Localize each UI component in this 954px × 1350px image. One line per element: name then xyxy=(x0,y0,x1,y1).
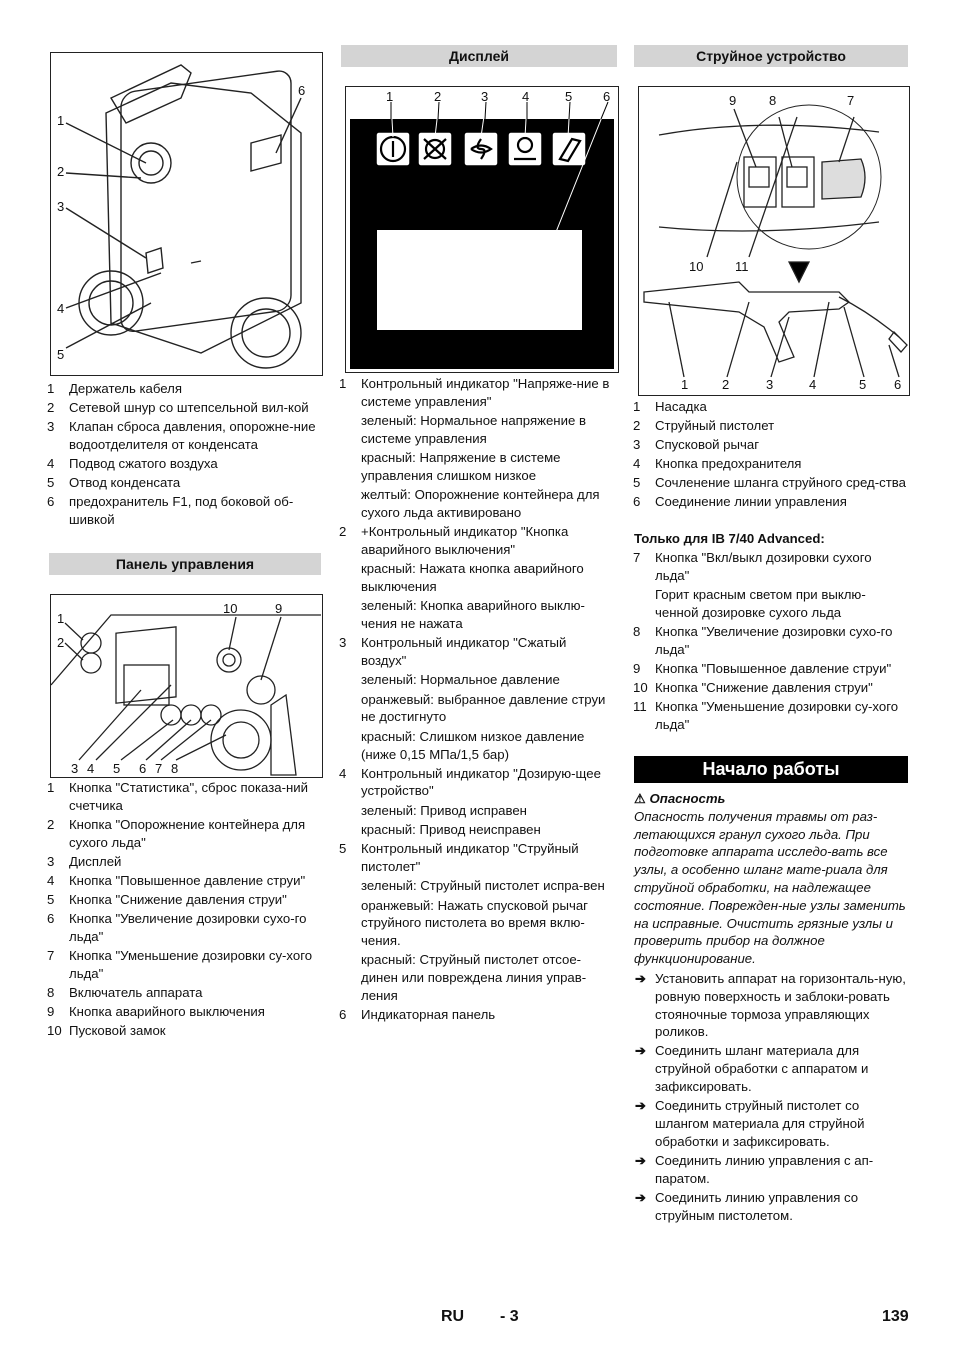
list-item: 3 Клапан сброса давления, опорожне-ние водоотделителя от конденсата xyxy=(47,419,316,452)
list-item: ➔ Соединить струйный пистолет со шлангом материала для струйной обработки и зафиксировать. xyxy=(635,1098,865,1149)
legend-machine xyxy=(47,380,322,530)
machine-drawing xyxy=(51,53,322,375)
fig1-callout-2: 2 xyxy=(57,164,65,179)
fig2-callout-8: 8 xyxy=(171,761,179,776)
list-item: 9 Кнопка "Повышенное давление струи" xyxy=(633,660,892,676)
fig1-callout-5: 5 xyxy=(57,347,65,362)
display-legend xyxy=(339,375,615,1025)
list-item: 2 Сетевой шнур со штепсельной вил-кой xyxy=(47,400,309,416)
list-item: 8 Кнопка "Увеличение дозировки сухо-го льда" xyxy=(633,623,893,657)
list-item: 6 предохранитель F1, под боковой об-шивкой xyxy=(47,494,294,528)
blaster-figure xyxy=(638,86,910,396)
list-item: 1 Контрольный индикатор "Напряже-ние в системе управления" зеленый: Нормальное напряжение в системе управления красный: Напряжение в системе управления слишком низкое желтый: Опорожнение контейнера для сухого льда активировано xyxy=(339,376,610,521)
display-drawing xyxy=(346,87,618,372)
list-item: 10 Кнопка "Снижение давления струи" xyxy=(633,679,873,695)
section-heading-blaster: Струйное устройство xyxy=(634,45,908,67)
arrow-right-icon: ➔ xyxy=(635,1189,647,1205)
fig1-callout-3: 3 xyxy=(57,199,65,214)
section-heading-panel: Панель управления xyxy=(49,553,321,575)
display-callout-3: 3 xyxy=(481,89,489,104)
display-callout-5: 5 xyxy=(565,89,573,104)
footer-lang: RU xyxy=(441,1308,465,1325)
warning-icon: ⚠ xyxy=(634,791,646,806)
list-item: 6 Соединение линии управления xyxy=(633,494,847,510)
arrow-right-icon: ➔ xyxy=(635,1098,647,1114)
display-callout-2: 2 xyxy=(434,89,442,104)
footer-subpage: - 3 xyxy=(500,1308,519,1325)
display-callout-4: 4 xyxy=(522,89,530,104)
arrow-right-icon: ➔ xyxy=(635,971,647,986)
list-item: 3 Дисплей xyxy=(47,853,122,869)
display-callout-6: 6 xyxy=(603,89,611,104)
arrow-right-icon: ➔ xyxy=(635,1043,647,1059)
list-item: 9 Кнопка аварийного выключения xyxy=(47,1003,265,1019)
arrow-right-icon: ➔ xyxy=(635,1152,647,1168)
list-item: 6 Индикаторная панель xyxy=(339,1007,496,1023)
danger-label: Опасность xyxy=(649,791,726,806)
blaster-callout-11: 11 xyxy=(735,259,749,274)
blaster-callout-6: 6 xyxy=(894,377,902,392)
list-item: 1 Кнопка "Статистика", сброс показа-ний счетчика xyxy=(47,780,309,813)
list-item: 3 Контрольный индикатор "Сжатый воздух" зеленый: Нормальное давление оранжевый: выбранное давление струи не достигнуто красный: Слишком низкое давление (ниже 0,15 МПа/1,5 бар) xyxy=(339,635,606,762)
only-for-note: Только для IB 7/40 Advanced: xyxy=(634,531,825,546)
blaster-legend xyxy=(633,398,908,513)
list-item: 6 Кнопка "Увеличение дозировки сухо-го льда" xyxy=(47,911,307,944)
blaster-callout-4: 4 xyxy=(809,377,817,392)
list-item: 5 Отвод конденсата xyxy=(47,475,181,491)
fig1-callout-4: 4 xyxy=(57,301,65,316)
fig2-callout-2: 2 xyxy=(57,635,65,650)
list-item: 4 Кнопка "Повышенное давление струи" xyxy=(47,872,306,888)
fig2-callout-5: 5 xyxy=(113,761,121,776)
list-item: 8 Включатель аппарата xyxy=(47,984,203,1000)
list-item: 1 Держатель кабеля xyxy=(47,381,183,396)
machine-figure xyxy=(50,52,323,376)
list-item: 2 Струйный пистолет xyxy=(633,418,775,434)
panel-drawing xyxy=(51,595,322,777)
blaster-legend-advanced xyxy=(633,549,908,735)
blaster-callout-2: 2 xyxy=(722,377,730,392)
list-item: 2 Кнопка "Опорожнение контейнера для сухого льда" xyxy=(47,816,306,850)
fig1-callout-6: 6 xyxy=(298,83,306,98)
fig2-callout-1: 1 xyxy=(57,611,65,626)
list-item: 7 Кнопка "Уменьшение дозировки су-хого льда" xyxy=(47,947,313,981)
list-item: 5 Сочленение шланга струйного сред-ства xyxy=(633,475,906,491)
footer-page-number: 139 xyxy=(882,1308,909,1325)
blaster-callout-9: 9 xyxy=(729,93,737,108)
legend-panel xyxy=(47,779,322,1041)
list-item: ➔ Соединить шланг материала для струйной обработки с аппаратом и зафиксировать. xyxy=(635,1043,869,1095)
fig2-callout-7: 7 xyxy=(155,761,163,776)
list-item: 11 Кнопка "Уменьшение дозировки су-хого льда" xyxy=(633,699,899,732)
list-item: 10 Пусковой замок xyxy=(47,1023,166,1039)
list-item: 3 Спусковой рычаг xyxy=(633,437,760,453)
section-heading-start: Начало работы xyxy=(634,756,908,783)
panel-figure xyxy=(50,594,323,778)
blaster-callout-5: 5 xyxy=(859,377,867,392)
blaster-callout-7: 7 xyxy=(847,93,855,108)
blaster-callout-3: 3 xyxy=(766,377,774,392)
display-callout-1: 1 xyxy=(386,89,394,104)
list-item: 4 Кнопка предохранителя xyxy=(633,456,802,472)
list-item: 5 Кнопка "Снижение давления струи" xyxy=(47,891,287,907)
blaster-drawing xyxy=(639,87,909,395)
start-steps xyxy=(633,970,908,1226)
fig2-callout-4: 4 xyxy=(87,761,95,776)
section-heading-display: Дисплей xyxy=(341,45,617,67)
fig1-callout-1: 1 xyxy=(57,113,65,128)
list-item: 7 Кнопка "Вкл/выкл дозировки сухого льда" Горит красным светом при выклю-ченной дозировке сухого льда xyxy=(633,550,872,620)
list-item: 4 Подвод сжатого воздуха xyxy=(47,456,218,472)
display-figure xyxy=(345,86,619,373)
fig2-callout-3: 3 xyxy=(71,761,79,776)
danger-text: Опасность получения травмы от раз-летающихся гранул сухого льда. При подготовке аппарата исследо-вать все узлы, а особенно шланг мате-риала для струйной обработки, на надлежащее состояние. Поврежден-ные узлы заменить на исправные. Очистить грязные узлы и проверить прибор на должное функционирование. xyxy=(634,808,906,967)
list-item: ➔ Соединить линию управления с ап-паратом. xyxy=(635,1152,874,1186)
list-item: 2 +Контрольный индикатор "Кнопка аварийного выключения" красный: Нажата кнопка аварийного выключения зеленый: Кнопка аварийного выклю-чения не нажата xyxy=(339,524,585,632)
blaster-callout-8: 8 xyxy=(769,93,777,108)
fig2-callout-6: 6 xyxy=(139,761,147,776)
fig2-callout-10: 10 xyxy=(223,601,238,616)
list-item: 4 Контрольный индикатор "Дозирую-щее устройство" зеленый: Привод исправен красный: Привод неисправен xyxy=(339,765,601,838)
danger-block xyxy=(634,790,908,968)
fig2-callout-9: 9 xyxy=(275,601,283,616)
list-item: ➔ Соединить линию управления со струйным пистолетом. xyxy=(635,1189,859,1223)
list-item: 1 Насадка xyxy=(633,399,707,414)
blaster-callout-10: 10 xyxy=(689,259,704,274)
list-item: ➔ Установить аппарат на горизонталь-ную, ровную поверхность и заблоки-ровать стояночные тормоза управляющих роликов. xyxy=(635,971,906,1040)
list-item: 5 Контрольный индикатор "Струйный пистолет" зеленый: Струйный пистолет испра-вен оранжевый: Нажать спусковой рычаг струйного пистолета во время вклю-чения. красный: Струйный пистолет отсое-динен или повреждена линия управ-ления xyxy=(339,841,605,1003)
blaster-callout-1: 1 xyxy=(681,377,689,392)
danger-heading xyxy=(634,790,908,808)
